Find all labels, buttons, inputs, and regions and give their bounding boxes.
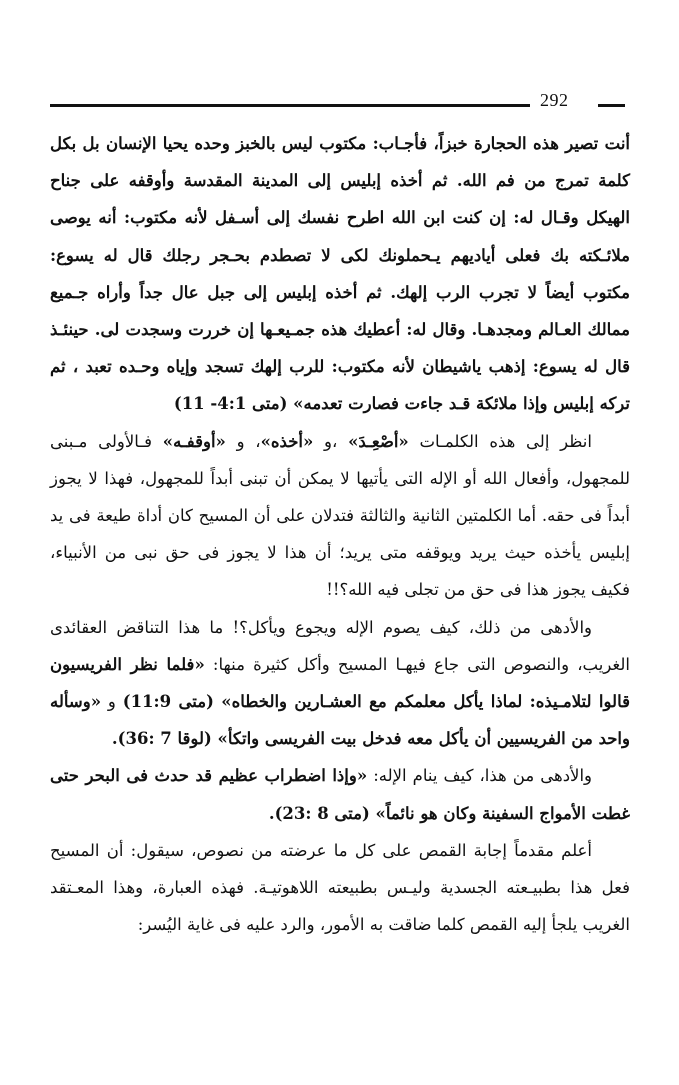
paragraph-fasting-eating [50,609,630,758]
text-segment: أعلم مقدماً إجابة القمص على كل ما عرضته من نصوص، سيقول: أن المسيح فعل هذا بطبيـعته الجسدية وليـس بطبيعته اللاهوتيـة. فهذه العبارة، وهذا المعـتقد الغريب يلجأ إليه القمص كلما ضاقت به الأمور، والرد عليه فى غاية اليُسر: [50,840,630,935]
quotation: «وإذا اضطراب عظيم قد حدث فى البحر حتى غطت الأمواج السفينة وكان هو نائماً» (متى 8 :23). [50,766,630,823]
text-segment: انظر إلى هذه الكلمـات [408,431,592,451]
page-number: 292 [540,90,569,110]
text-segment: فـالأولى مـبنى للمجهول، وأفعال الله أو الإله التى يأتيها لا يمكن أن تبنى أبداً للمجهول، فهذا لا يجوز أبداً فى حقه. أما الكلمتين الثانية والثالثة فتدلان على أن المسيح كان أداة طيعة فى يد إبليس يأخذه حيث يريد ويوقفه متى يريد؛ أن هذا لا يجوز فى حق نبى من الأنبياء، فكيف يجوز هذا فى حق من تجلى فيه الله؟!! [50,431,630,600]
page-header [50,88,625,118]
paragraph-analysis-verbs [50,423,630,609]
header-rule-long [50,104,530,107]
text-segment: ، و [225,431,261,451]
text-segment: والأدهى من ذلك، كيف يصوم الإله ويجوع ويأكل؟! ما هذا التناقض العقائدى الغريب، والنصوص التى جاع فيهـا المسيح وأكل كثيرة منها: [50,617,630,674]
quoted-word: «أصْعِـدَ» [348,431,409,451]
text-segment: ،و [313,431,349,451]
header-rule-short [598,104,625,107]
paragraph-quote-temptation: أنت تصير هذه الحجارة خبزاً، فأجـاب: مكتوب ليس بالخبز وحده يحيا الإنسان بل بكل كلمة تمرج من فم الله. ثم أخذه إبليس إلى المدينة المقدسة وأوقفه على جناح الهيكل وقـال له: إن كنت ابن الله اطرح نفسك إلى أسـفل لأنه مكتوب: أنه يوصى ملائـكته بك فعلى أياديهم يـحملونك لكى لا تصطدم بحـجر رجلك قال له يسوع: مكتوب أيضاً لا تجرب الرب إلهك. ثم أخذه إبليس إلى جبل عال جداً وأراه جـميع ممالك العـالم ومجدهـا. وقال له: أعطيك هذه جمـيعـها إن خررت وسجدت لى. حينئـذ قال له يسوع: إذهب ياشيطان لأنه مكتوب: للرب إلهك تسجد وإياه وحـده تعبد ، ثم تركه إبليس وإذا ملائكة قـد جاءت فصارت تعدمه» (متى 4:1- 11) [50,134,630,414]
text-segment: و [101,692,123,712]
text-segment: والأدهى من هذا، كيف ينام الإله: [367,766,593,786]
quoted-word: «أخذه» [260,431,314,451]
quoted-word: «أوقفـه» [162,431,226,451]
paragraph-sleeping [50,757,630,831]
quotation: «فلما نظر الفريسيون قالوا لتلامـيذه: لماذا يأكل معلمكم مع العشـارين والخطاه» (متى 11:9) [50,654,630,712]
body-text [50,125,630,943]
paragraph-response [50,832,630,944]
quotation: «وسأله واحد من الفريسيين أن يأكل معه فدخل بيت الفريسى واتكأ» (لوقا 7 :36). [50,692,630,749]
